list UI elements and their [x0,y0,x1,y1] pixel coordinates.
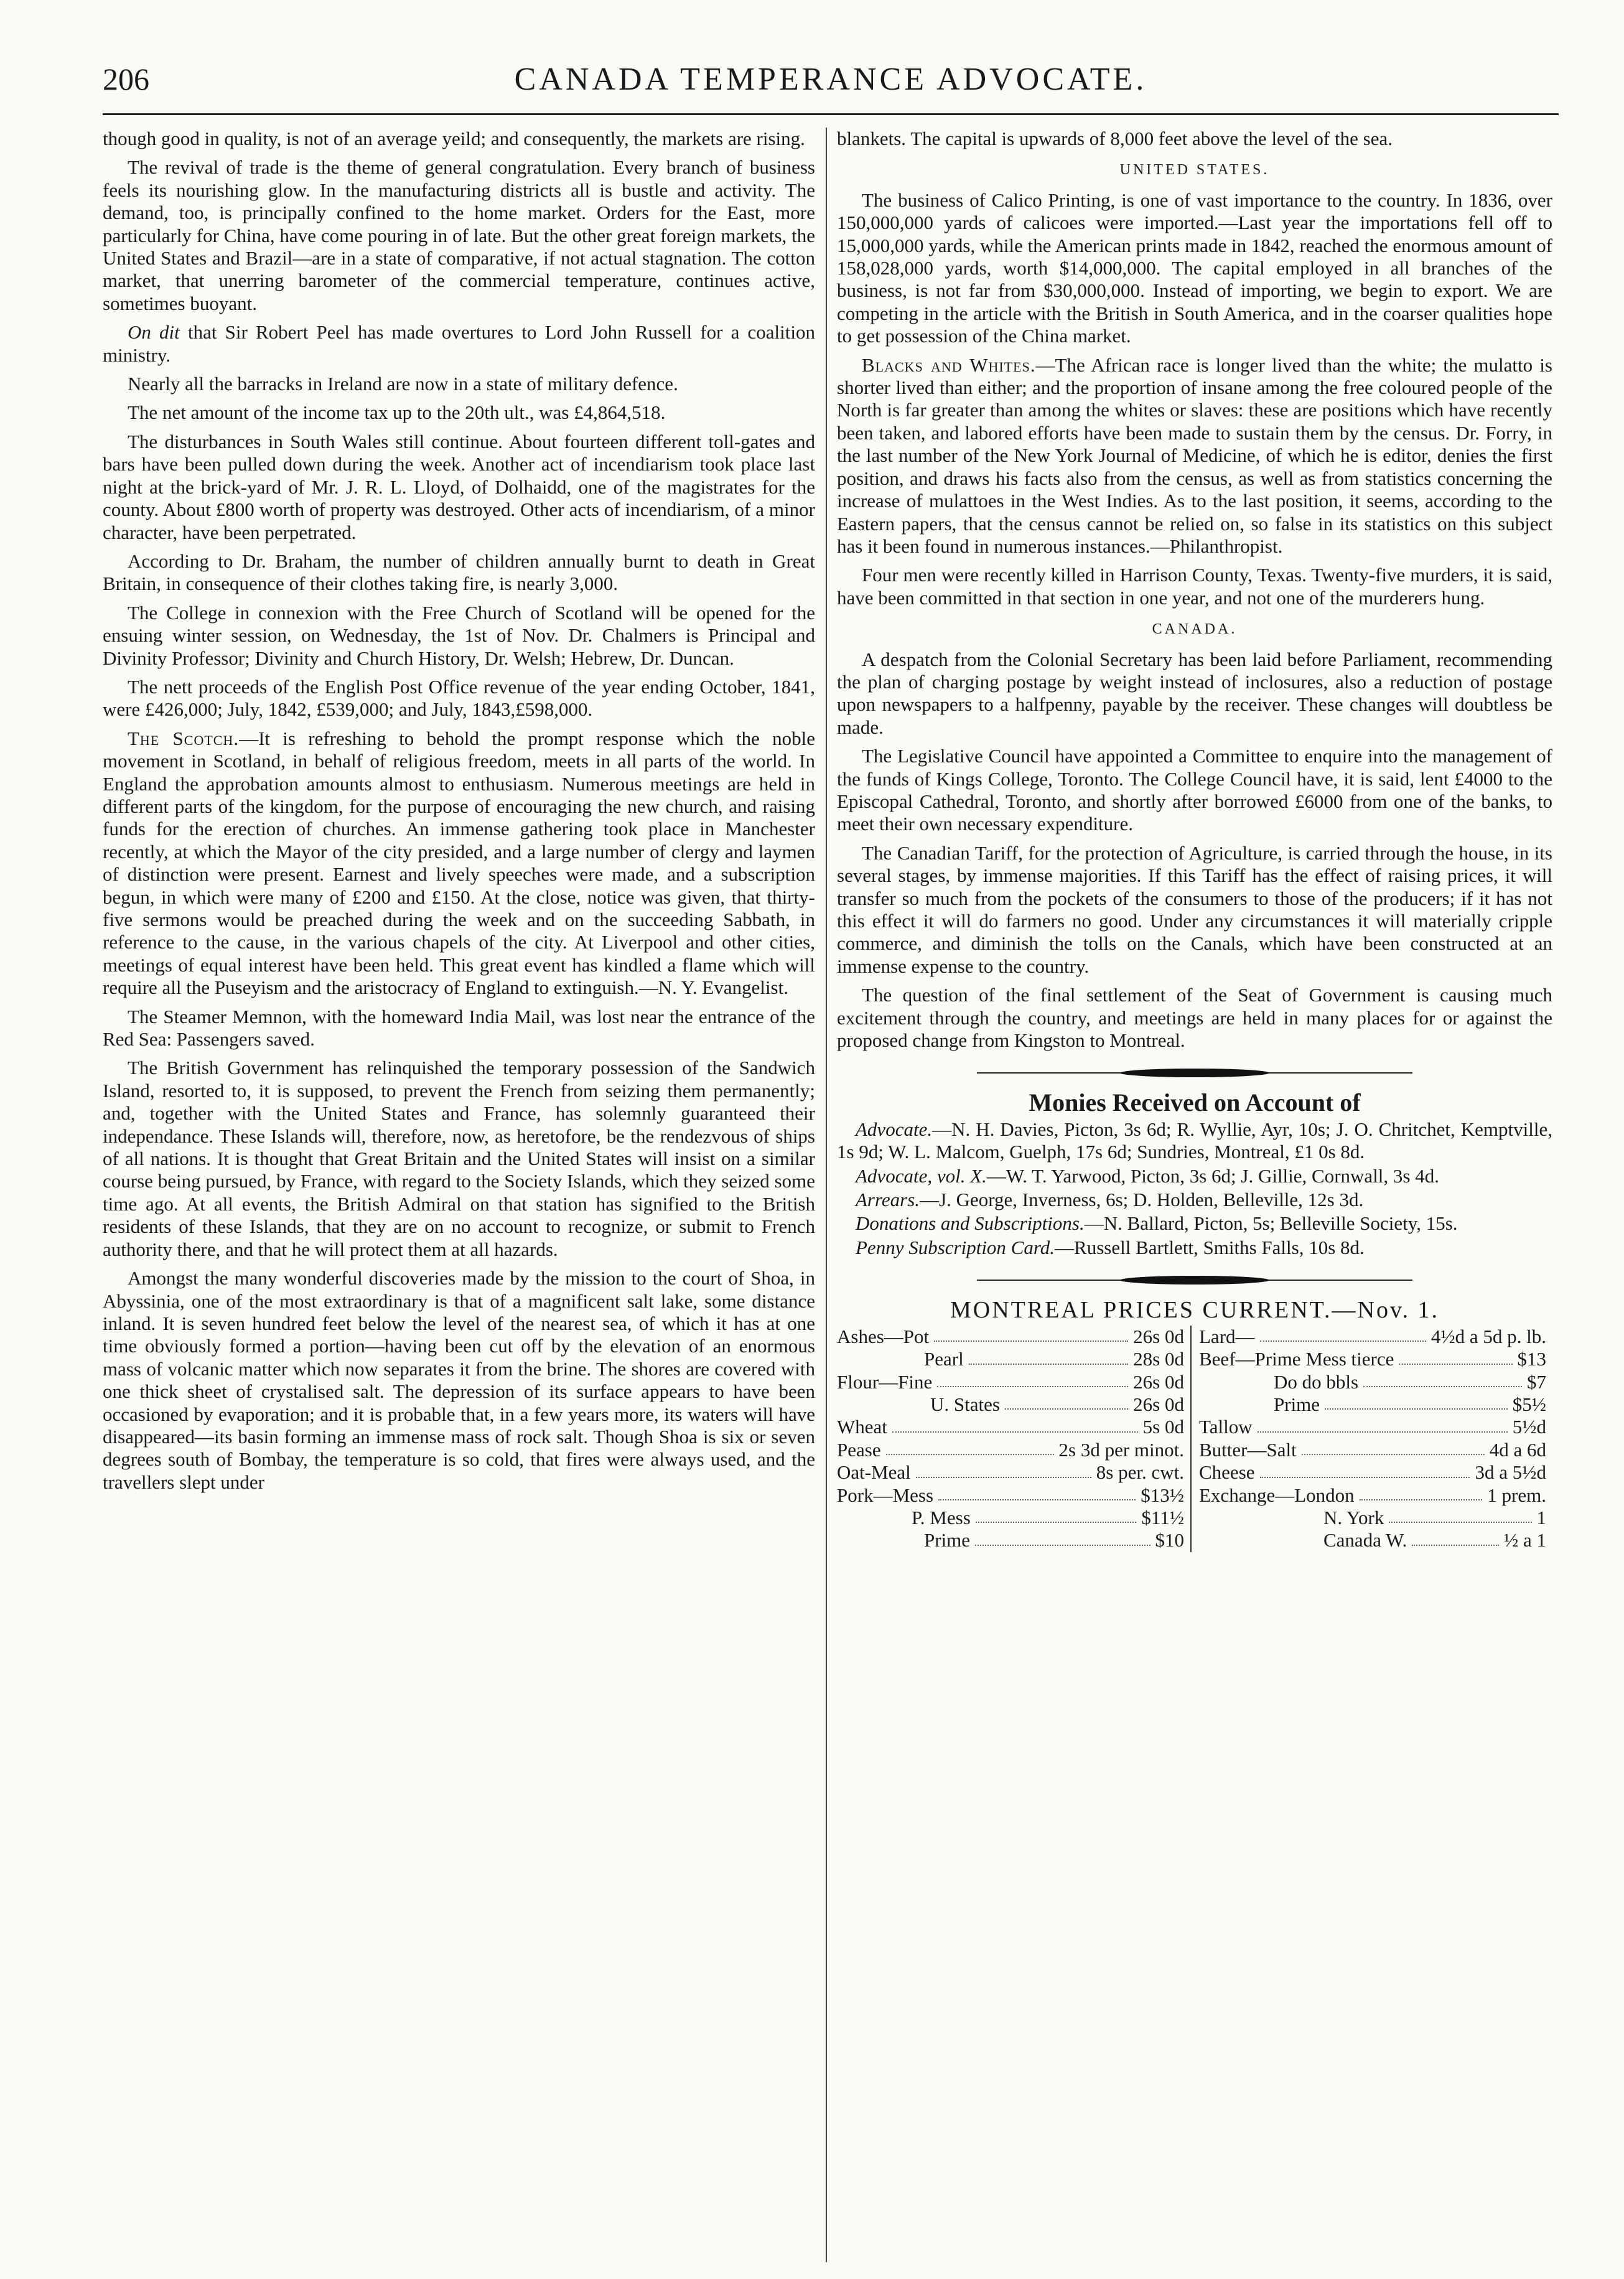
entry-lead: Donations and Subscriptions. [856,1212,1085,1235]
section-heading-canada: CANADA. [1152,621,1238,638]
price-label: Exchange—London [1199,1484,1355,1506]
paragraph-lead: Blacks and Whites. [862,353,1036,376]
article-paragraph: though good in quality, is not of an average yeild; and consequently, the markets are rising. [103,128,805,149]
price-label: N. York [1323,1506,1384,1528]
price-label: Cheese [1199,1461,1255,1484]
price-value: $11½ [1141,1506,1184,1528]
price-label: Pork—Mess [837,1484,934,1506]
entry-text: —N. Ballard, Picton, 5s; Belleville Society, 15s. [1084,1212,1458,1235]
price-row [1199,1484,1552,1507]
price-value: 5s 0d [1142,1416,1184,1438]
article-paragraph: The disturbances in South Wales still continue. About fourteen different toll-gates and bars have been pulled down during the week. Another act of incendiarism took place last night at the brick-yard of Mr. J. R. L. Lloyd, of Dolhaidd, one of the magistrates for the county. About £800 worth of property was destroyed. Other acts of incendiarism, of a minor character, have been perpetrated. [103,430,815,543]
article-paragraph: Nearly all the barracks in Ireland are now in a state of military defence. [128,373,678,395]
price-value: 26s 0d [1133,1325,1184,1347]
price-label: P. Mess [912,1506,971,1528]
price-column-left [837,1326,1190,1552]
price-row [837,1439,1190,1461]
price-value: $13 [1517,1348,1546,1370]
entry-lead: Advocate, vol. X. [856,1164,987,1187]
entry-lead: Penny Subscription Card. [856,1236,1055,1258]
price-value: $10 [1155,1529,1184,1551]
price-label: Canada W. [1323,1529,1407,1551]
right-column [837,128,1552,2256]
price-value: 4d a 6d [1489,1438,1546,1461]
price-value: 8s per. cwt. [1096,1461,1184,1484]
article-paragraph: The Legislative Council have appointed a Committee to enquire into the management of the funds of Kings College, Toronto. The College Council have, it is said, lent £4000 to the Episcopal Cathedral, Toronto, and shortly after borrowed £6000 from one of the banks, to meet their own necessary expenditure. [837,745,1552,835]
price-value: 3d a 5½d [1475,1461,1546,1484]
price-label: Pearl [924,1348,964,1370]
price-row [837,1371,1190,1393]
entry-lead: Advocate. [856,1118,933,1140]
price-column-right [1190,1326,1552,1552]
monies-entry [837,1212,1552,1235]
section-heading-united-states: UNITED STATES. [1119,162,1270,179]
entry-text: —Russell Bartlett, Smiths Falls, 10s 8d. [1055,1236,1365,1258]
article-paragraph: The revival of trade is the theme of general congratulation. Every branch of business feels its nourishing glow. In the manufacturing districts all is bustle and activity. The demand, too, is principally confined to the home market. Orders for the East, more particularly for China, have come pouring in of late. But the other great foreign markets, the United States and Brazil—are in a state of comparative, if not actual stagnation. The cotton market, that unerring barometer of the commercial temperature, continues active, sometimes buoyant. [103,156,815,314]
entry-text: —W. T. Yarwood, Picton, 3s 6d; J. Gillie, Cornwall, 3s 4d. [986,1164,1439,1187]
price-value: 1 prem. [1487,1484,1546,1506]
left-column [103,128,815,2256]
entry-text: —N. H. Davies, Picton, 3s 6d; R. Wyllie, Ayr, 10s; J. O. Chritchet, Kemptville, 1s 9d; W. L. Malcom, Guelph, 17s 6d; Sundries, Montreal, £1 0s 8d. [837,1118,1552,1163]
price-row [1199,1348,1552,1370]
price-value: $13½ [1141,1484,1184,1506]
price-label: Wheat [837,1416,887,1438]
price-row [837,1507,1190,1529]
price-label: Prime [1274,1393,1320,1415]
page-number: 206 [103,62,149,96]
price-value: 5½d [1512,1416,1546,1438]
paragraph-text: that Sir Robert Peel has made overtures to Lord John Russell for a coalition ministry. [103,321,815,366]
price-label: Oat-Meal [837,1461,911,1484]
price-value: 2s 3d per minot. [1058,1438,1184,1461]
price-label: U. States [930,1393,1000,1415]
paragraph-lead: The Scotch. [128,727,240,749]
price-row [1199,1529,1552,1551]
monies-received-section [837,1088,1552,1259]
monies-entry [837,1189,1552,1211]
price-value: 4½d a 5d p. lb. [1430,1325,1546,1347]
price-row [1199,1461,1552,1484]
article-paragraph: The British Government has relinquished the temporary possession of the Sandwich Island, resorted to, it is supposed, to prevent the French from seizing them permanently; and, together with the United States and France, has solemnly guaranteed their independance. These Islands will, therefore, now, as heretofore, be the rendezvous of ships of all nations. It is thought that Great Britain and the United States will insist on a similar course being pursued, by France, with regard to the Society Islands, which they seized some time ago. At all events, the British Admiral on that station has signified to the British residents of these Islands, that they are on no account to recognize, or submit to French authority there, and that he will protect them at all hazards. [103,1057,815,1260]
ornamental-rule [977,1067,1412,1079]
monies-heading: Monies Received on Account of [1029,1088,1361,1117]
article-paragraph [103,321,815,367]
price-table [837,1326,1552,1552]
article-paragraph: The College in connexion with the Free Church of Scotland will be opened for the ensuing winter session, on Wednesday, the 1st of Nov. Dr. Chalmers is Principal and Divinity Professor; Divinity and Church History, Dr. Welsh; Hebrew, Dr. Duncan. [103,601,815,669]
prices-current-section [837,1299,1552,1551]
article-paragraph: The Canadian Tariff, for the protection of Agriculture, is carried through the house, in its several stages, by immense majorities. If this Tariff has the effect of raising prices, it will transfer so much from the pockets of the consumers to those of the producers; if it has not this effect it will do farmers no good. Under any circumstances it will materially cripple commerce, and diminish the tolls on the Canals, which have been constructed at an immense expense to the country. [837,841,1552,977]
ornamental-rule [977,1274,1412,1286]
article-paragraph: The nett proceeds of the English Post Office revenue of the year ending October, 1841, were £426,000; July, 1842, £539,000; and July, 1843,£598,000. [103,675,815,721]
page-header [103,61,1559,111]
price-row [837,1416,1190,1438]
price-row [837,1461,1190,1484]
prices-heading: MONTREAL PRICES CURRENT.—Nov. 1. [950,1297,1439,1324]
article-paragraph: The question of the final settlement of the Seat of Government is causing much excitement through the country, and meetings are held in many places for or against the proposed change from Kingston to Montreal. [837,984,1552,1052]
header-rule [103,113,1559,115]
price-row [837,1484,1190,1507]
price-label: Pease [837,1438,881,1461]
article-paragraph [103,728,815,999]
article-paragraph: blankets. The capital is upwards of 8,000 feet above the level of the sea. [837,128,1393,149]
entry-text: —J. George, Inverness, 6s; D. Holden, Belleville, 12s 3d. [920,1189,1364,1211]
running-title: CANADA TEMPERANCE ADVOCATE. [514,62,1147,97]
article-paragraph: Amongst the many wonderful discoveries made by the mission to the court of Shoa, in Abyssinia, one of the most extraordinary is that of a magnificent salt lake, some distance inland. It is seven hundred feet below the level of the nearest sea, of which it has at one time obviously formed a portion—having been cut off by the elevation of an enormous mass of volcanic matter which now separates it from the brine. The shores are covered with one thick sheet of crystalised salt. The depression of its surface appears to have been occasioned by evaporation; and it is probable that, in a few years more, its waters will have disappeared—its basin forming an immense mass of rock salt. Though Shoa is six or seven degrees south of Bombay, the temperature is so cold, that fires were always used, and the travellers slept under [103,1267,815,1493]
entry-lead: Arrears. [856,1189,920,1211]
paragraph-lead: On dit [128,321,180,344]
price-label: Tallow [1199,1416,1253,1438]
monies-entry [837,1165,1552,1187]
article-paragraph: The Steamer Memnon, with the homeward India Mail, was lost near the entrance of the Red Sea: Passengers saved. [103,1005,815,1051]
paragraph-text: —It is refreshing to behold the prompt response which the noble movement in Scotland, in behalf of religious freedom, meets in all parts of the world. In England the approbation amounts almost to enthusiasm. Numerous meetings are held in different parts of the kingdom, for the purpose of encouraging the new church, and raising funds for the erection of churches. An immense gathering took place in Manchester recently, at which the Mayor of the city presided, and a large number of clergy and laymen of distinction were present. Earnest and lively speeches were made, and a subscription begun, in which were many of £200 and £150. At the close, notice was given, that thirty-five sermons would be preached during the week and on the succeeding Sabbath, in reference to the cause, in the various chapels of the city. At Liverpool and other cities, meetings of equal interest have been held. This great event has kindled a flame which will require all the Puseyism and the aristocracy of England to extinguish.—N. Y. Evangelist. [103,727,815,999]
price-value: ½ a 1 [1503,1529,1546,1551]
price-value: 26s 0d [1133,1370,1184,1393]
price-row [1199,1393,1552,1416]
price-label: Butter—Salt [1199,1438,1297,1461]
price-value: 26s 0d [1133,1393,1184,1415]
article-paragraph: According to Dr. Braham, the number of children annually burnt to death in Great Britain, in consequence of their clothes taking fire, is nearly 3,000. [103,550,815,595]
price-row [837,1326,1190,1348]
price-row [837,1348,1190,1370]
price-row [837,1393,1190,1416]
price-label: Lard— [1199,1325,1255,1347]
price-row [1199,1371,1552,1393]
price-value: $7 [1527,1370,1546,1393]
article-paragraph: Four men were recently killed in Harrison County, Texas. Twenty-five murders, it is said, have been committed in that section in one year, and not one of the murderers hung. [837,564,1552,609]
price-label: Beef—Prime Mess tierce [1199,1348,1394,1370]
monies-entry [837,1118,1552,1164]
price-row [1199,1507,1552,1529]
price-row [1199,1439,1552,1461]
price-row [1199,1326,1552,1348]
price-row [1199,1416,1552,1438]
column-separator [826,128,827,2262]
article-paragraph: A despatch from the Colonial Secretary has been laid before Parliament, recommending the plan of charging postage by weight instead of inclosures, also a reduction of postage upon newspapers to a halfpenny, payable by the receiver. These changes will doubtless be made. [837,648,1552,738]
article-paragraph: The net amount of the income tax up to the 20th ult., was £4,864,518. [128,401,666,424]
price-label: Prime [924,1529,971,1551]
price-value: $5½ [1512,1393,1546,1415]
price-label: Ashes—Pot [837,1325,930,1347]
monies-entry [837,1237,1552,1259]
price-value: 1 [1536,1506,1546,1528]
paragraph-text: —The African race is longer lived than the white; the mulatto is shorter lived than either; and the proportion of insane among the free coloured people of the North is far greater than among the whites or slaves: these are positions which have recently been taken, and labored efforts have been made to sustain them by the census. Dr. Forry, in the last number of the New York Journal of Medicine, of which he is editor, denies the first position, and draws his facts also from the census, as well as from statistics concerning the increase of mulattoes in the West Indies. As to the last position, it seems, according to the Eastern papers, that the census cannot be relied on, so false in its statistics on this subject has it been found in numerous instances.—Philanthropist. [837,353,1552,557]
article-paragraph: The business of Calico Printing, is one of vast importance to the country. In 1836, over 150,000,000 yards of calicoes were imported.—Last year the importations fell off to 15,000,000 yards, while the American prints made in 1842, reached the enormous amount of 158,028,000 yards, worth $14,000,000. The capital employed in all branches of the business, is not far from $30,000,000. Instead of importing, we begin to export. We are competing in the article with the British in South America, and in the coarser qualities hope to get possession of the China market. [837,189,1552,347]
price-label: Flour—Fine [837,1370,933,1393]
price-value: 28s 0d [1133,1348,1184,1370]
price-row [837,1529,1190,1551]
price-label: Do do bbls [1274,1370,1359,1393]
article-paragraph [837,354,1552,558]
